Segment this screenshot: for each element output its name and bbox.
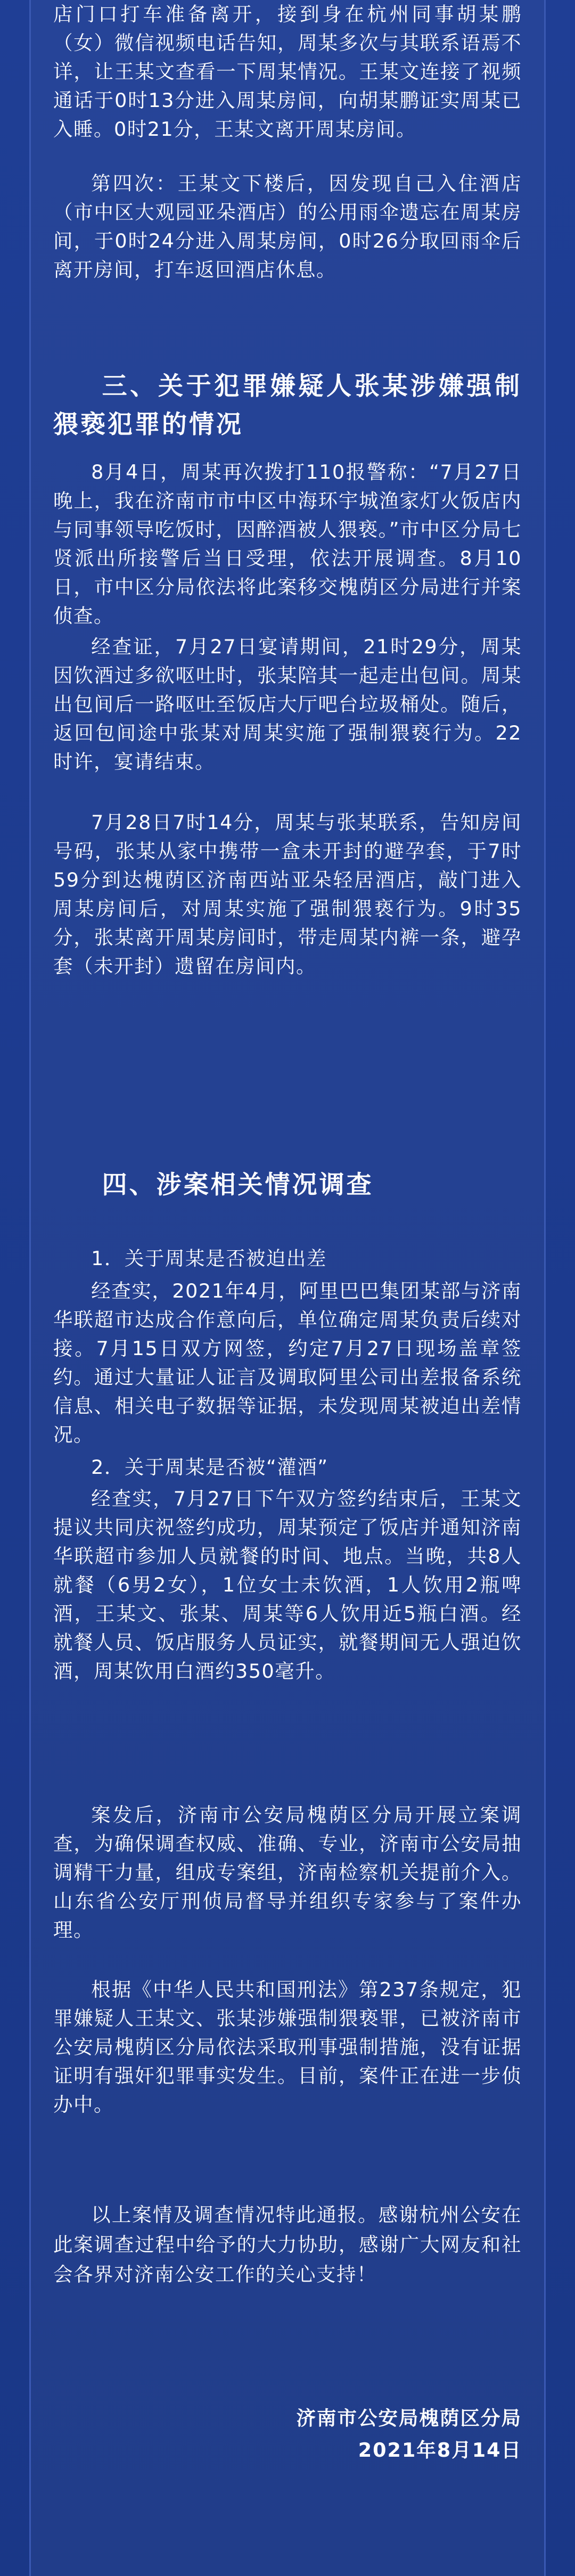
subsection-two-block: [53, 1454, 522, 1481]
paragraph-check-banquet: 经查证，7月27日宴请期间，21时29分，周某因饮酒过多欲呕吐时，张某陪其一起走出包间。周某出包间后一路呕吐至饭店大厅吧台垃圾桶处。随后，返回包间途中张某对周某实施了强制猥亵行为。22时许，宴请结束。: [53, 635, 522, 773]
section-three-heading: 三、关于犯罪嫌疑人张某涉嫌强制猥亵犯罪的情况: [53, 372, 522, 439]
paragraph-check-business-trip: 经查实，2021年4月，阿里巴巴集团某部与济南华联超市达成合作意向后，单位确定周某负责后续对接。7月15日双方网签，约定7月27日现场盖章签约。通过大量证人证言及调取阿里公司出差报备系统信息、相关电子数据等证据，未发现周某被迫出差情况。: [53, 1279, 522, 1446]
paragraph-fourth-entry: 第四次：王某文下楼后，因发现自己入住酒店（市中区大观园亚朵酒店）的公用雨伞遗忘在周某房间，于0时24分进入周某房间，0时26分取回雨伞后离开房间，打车返回酒店休息。: [53, 172, 522, 281]
law-block: [53, 1975, 522, 2119]
subsection-one-block: [53, 1245, 522, 1273]
jul28-block: [53, 808, 522, 981]
check2-block: [53, 1277, 522, 1449]
check3-block: [53, 1484, 522, 1686]
subsection-two-title: 2．关于周某是否被“灌酒”: [91, 1456, 328, 1479]
paragraph-thanks: 以上案情及调查情况特此通报。感谢杭州公安在此案调查过程中给予的大力协助，感谢广大网友和社会各界对济南公安工作的关心支持！: [53, 2203, 522, 2286]
signature-org: 济南市公安局槐荫区分局: [296, 2407, 522, 2430]
aug4-block: [53, 458, 522, 630]
signature-block: [53, 2402, 522, 2466]
after-case-block: [53, 1801, 522, 1945]
fourth-entry-block: [53, 169, 522, 284]
section-four-heading: 四、涉案相关情况调查: [102, 1170, 374, 1200]
thanks-block: [53, 2200, 522, 2290]
section-four-heading-block: [53, 1166, 522, 1204]
paragraph-aug4-report: 8月4日，周某再次拨打110报警称：“7月27日晚上，我在济南市市中区中海环宇城渔家灯火饭店内与同事领导吃饭时，因醉酒被人猥亵。”市中区分局七贤派出所接警后当日受理，依法开展调查。8月10日，市中区分局依法将此案移交槐荫区分局进行并案侦查。: [53, 461, 522, 627]
paragraph-after-case: 案发后，济南市公安局槐荫区分局开展立案调查，为确保调查权威、准确、专业，济南市公安局抽调精干力量，组成专案组，济南检察机关提前介入。山东省公安厅刑侦局督导并组织专家参与了案件办理。: [53, 1803, 522, 1941]
paragraph-jul28: 7月28日7时14分，周某与张某联系，告知房间号码，张某从家中携带一盒未开封的避孕套，于7时59分到达槐荫区济南西站亚朵轻居酒店，敲门进入周某房间后，对周某实施了强制猥亵行为。9时35分，张某离开周某房间时，带走周某内裤一条，避孕套（未开封）遗留在房间内。: [53, 811, 522, 978]
paragraph-intro: 店门口打车准备离开，接到身在杭州同事胡某鹏（女）微信视频电话告知，周某多次与其联系语焉不详，让王某文查看一下周某情况。王某文连接了视频通话于0时13分进入周某房间，向胡某鹏证实周某已入睡。0时21分，王某文离开周某房间。: [53, 3, 522, 141]
check1-block: [53, 633, 522, 776]
subsection-one-title: 1．关于周某是否被迫出差: [91, 1247, 327, 1270]
paragraph-check-drinking: 经查实，7月27日下午双方签约结束后，王某文提议共同庆祝签约成功，周某预定了饭店并通知济南华联超市参加人员就餐的时间、地点。当晚，共8人就餐（6男2女），1位女士未饮酒，1人饮用2瓶啤酒，王某文、张某、周某等6人饮用近5瓶白酒。经就餐人员、饭店服务人员证实，就餐期间无人强迫饮酒，周某饮用白酒约350毫升。: [53, 1487, 522, 1683]
paragraph-law: 根据《中华人民共和国刑法》第237条规定，犯罪嫌疑人王某文、张某涉嫌强制猥亵罪，已被济南市公安局槐荫区分局依法采取刑事强制措施，没有证据证明有强奸犯罪事实发生。目前，案件正在进一步侦办中。: [53, 1978, 522, 2116]
signature-date: 2021年8月14日: [358, 2439, 522, 2462]
section-three-heading-block: [53, 367, 522, 444]
intro-block: [53, 0, 522, 144]
